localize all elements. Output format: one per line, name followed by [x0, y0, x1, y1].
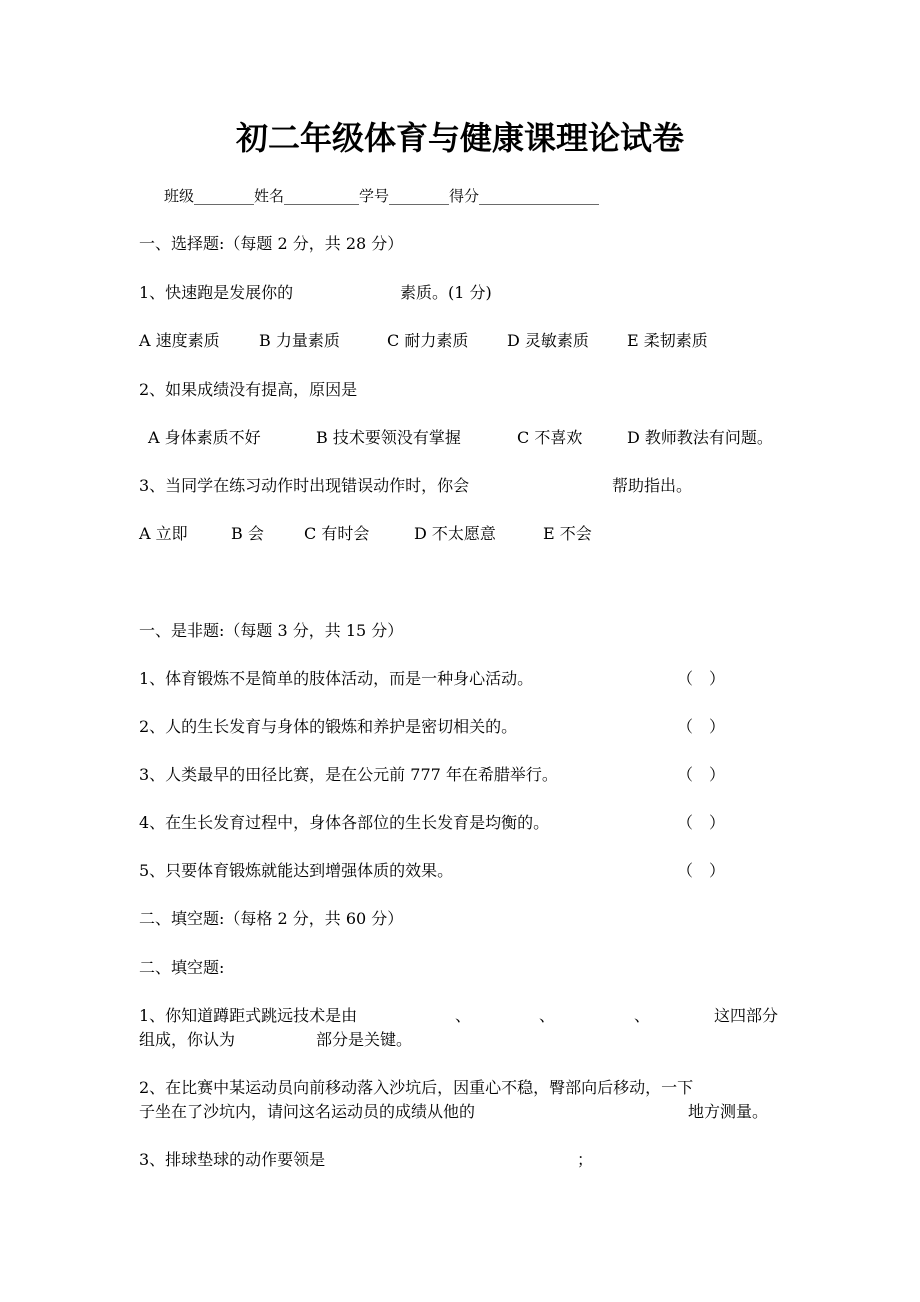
fill-q1-line2-b: 部分是关键。 — [316, 1030, 413, 1049]
fill-q1-part-b: 这四部分 — [714, 1006, 779, 1025]
q2-text: 2、如果成绩没有提高，原因是 — [139, 380, 358, 399]
q3-text-a: 3、当同学在练习动作时出现错误动作时，你会 — [139, 476, 470, 495]
q1-text-b: 素质。(1 分) — [400, 283, 492, 302]
tf-answer-paren-2: （ ） — [677, 717, 726, 736]
fill-q2-line2-b: 地方测量。 — [688, 1102, 769, 1121]
tf-item-5: 5、只要体育锻炼就能达到增强体质的效果。 — [139, 861, 454, 880]
q3-option-a: A 立即 — [139, 524, 188, 543]
exam-title: 初二年级体育与健康课理论试卷 — [235, 119, 684, 157]
fill-q2-line2-a: 子坐在了沙坑内，请问这名运动员的成绩从他的 — [139, 1102, 476, 1121]
tf-answer-paren-1: （ ） — [677, 669, 726, 688]
q2-option-c: C 不喜欢 — [517, 428, 583, 447]
tf-item-2: 2、人的生长发育与身体的锻炼和养护是密切相关的。 — [139, 717, 518, 736]
q1-option-c: C 耐力素质 — [387, 331, 469, 350]
tf-item-3: 3、人类最早的田径比赛，是在公元前 777 年在希腊举行。 — [139, 765, 558, 784]
fill-q1-line2-a: 组成，你认为 — [139, 1030, 236, 1049]
section1-heading: 一、选择题:（每题 2 分，共 28 分） — [139, 234, 404, 253]
q3-option-c: C 有时会 — [304, 524, 370, 543]
q3-text-b: 帮助指出。 — [612, 476, 693, 495]
q2-option-b: B 技术要领没有掌握 — [316, 428, 461, 447]
q1-option-d: D 灵敏素质 — [507, 331, 589, 350]
fill-q1-part-a: 1、你知道蹲距式跳远技术是由 — [139, 1006, 358, 1025]
fill-q1-sep-3: 、 — [634, 1006, 651, 1025]
tf-answer-paren-4: （ ） — [677, 813, 726, 832]
fill-q2-line1: 2、在比赛中某运动员向前移动落入沙坑后，因重心不稳，臀部向后移动，一下 — [139, 1078, 694, 1097]
section3-heading: 二、填空题:（每格 2 分，共 60 分） — [139, 909, 404, 928]
fill-q1-sep-2: 、 — [539, 1006, 556, 1025]
tf-answer-paren-3: （ ） — [677, 765, 726, 784]
q3-option-b: B 会 — [231, 524, 264, 543]
fill-q1-sep-1: 、 — [455, 1006, 472, 1025]
student-info-line: 班级________姓名__________学号________得分________________ — [164, 187, 600, 205]
q3-option-d: D 不太愿意 — [414, 524, 496, 543]
q3-option-e: E 不会 — [543, 524, 592, 543]
tf-answer-paren-5: （ ） — [677, 861, 726, 880]
fill-q3-text: 3、排球垫球的动作要领是 — [139, 1150, 326, 1169]
section3-subheading: 二、填空题: — [139, 958, 225, 977]
q1-option-b: B 力量素质 — [259, 331, 340, 350]
q2-option-a: A 身体素质不好 — [148, 428, 261, 447]
section2-heading: 一、是非题:（每题 3 分，共 15 分） — [139, 621, 404, 640]
q1-option-e: E 柔韧素质 — [627, 331, 708, 350]
q1-text-a: 1、快速跑是发展你的 — [139, 283, 294, 302]
tf-item-4: 4、在生长发育过程中，身体各部位的生长发育是均衡的。 — [139, 813, 550, 832]
q1-option-a: A 速度素质 — [139, 331, 220, 350]
fill-q3-end: ； — [577, 1150, 594, 1169]
tf-item-1: 1、体育锻炼不是简单的肢体活动，而是一种身心活动。 — [139, 669, 534, 688]
q2-option-d: D 教师教法有问题。 — [627, 428, 773, 447]
